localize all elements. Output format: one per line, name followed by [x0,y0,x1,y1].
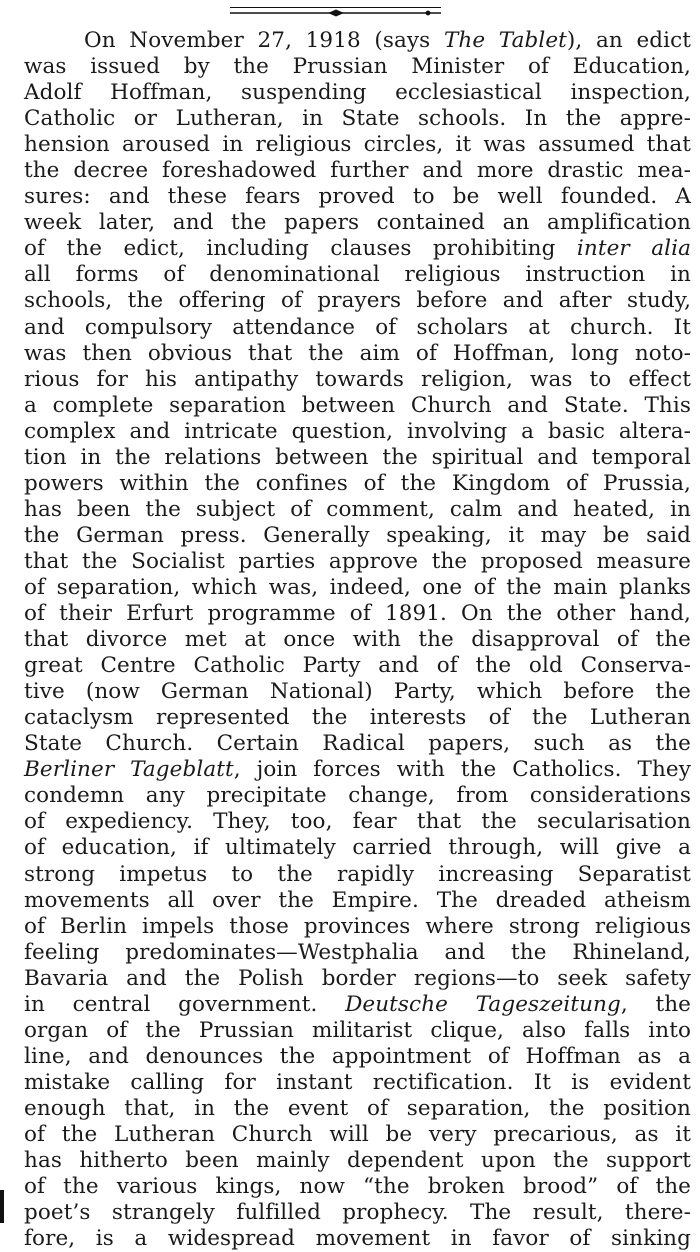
article-line: schools, the offering of prayers before and after study, [24,288,691,314]
article-line: of the Lutheran Church will be very precarious, as it [24,1121,691,1147]
article-line: tive (now German National) Party, which before the [24,679,691,705]
article-line: has been the subject of comment, calm and heated, in [24,496,691,522]
article-line: cataclysm represented the interests of the Lutheran [24,705,691,731]
article-line: Catholic or Lutheran, in State schools. In the appre- [24,106,691,132]
article-line: powers within the confines of the Kingdom of Prussia, [24,470,691,496]
article-line: fore, is a widespread movement in favor of sinking [24,1226,691,1252]
article-line: State Church. Certain Radical papers, such as the [24,731,691,757]
article-line: of education, if ultimately carried through, will give a [24,835,691,861]
article-line: of separation, which was, indeed, one of the main planks [24,574,691,600]
article-line: strong impetus to the rapidly increasing Separatist [24,861,691,887]
article-line: Bavaria and the Polish border regions—to seek safety [24,965,691,991]
article-line: On November 27, 1918 (says The Tablet), an edict [84,28,691,53]
article-line: that divorce met at once with the disapproval of the [24,627,691,653]
page-edge-mark [0,1190,4,1223]
article-line: Berliner Tageblatt, join forces with the Catholics. They [24,757,691,783]
article-line: enough that, in the event of separation, the position [24,1095,691,1121]
article-line: of expediency. They, too, fear that the secularisation [24,809,691,835]
italic-title: inter alia [576,236,691,262]
article-line: has hitherto been mainly dependent upon the support [24,1148,691,1174]
article-line: of the edict, including clauses prohibiting inter alia [24,236,691,262]
article-line: that the Socialist parties approve the proposed measure [24,548,691,574]
article-line: movements all over the Empire. The dreaded atheism [24,887,691,913]
article-line: and compulsory attendance of scholars at church. It [24,314,691,340]
article-line: feeling predominates—Westphalia and the Rhineland, [24,939,691,965]
article-line: complex and intricate question, involving a basic altera- [24,418,691,444]
article-body [24,28,691,1252]
article-line: sures: and these fears proved to be well founded. A [24,184,691,210]
article-line: week later, and the papers contained an amplification [24,210,691,236]
article-line: of their Erfurt programme of 1891. On the other hand, [24,601,691,627]
italic-title: The Tablet [443,28,567,53]
article-line: organ of the Prussian militarist clique, also falls into [24,1017,691,1043]
decorative-section-rule [228,6,443,20]
article-line: tion in the relations between the spiritual and temporal [24,444,691,470]
article-line: condemn any precipitate change, from considerations [24,783,691,809]
article-line: Adolf Hoffman, suspending ecclesiastical inspection, [24,80,691,106]
article-line: great Centre Catholic Party and of the old Conserva- [24,653,691,679]
article-line: all forms of denominational religious instruction in [24,262,691,288]
article-line: rious for his antipathy towards religion, was to effect [24,366,691,392]
italic-title: Berliner Tageblatt [24,757,234,783]
article-line: was then obvious that the aim of Hoffman, long noto- [24,340,691,366]
article-line: line, and denounces the appointment of Hoffman as a [24,1043,691,1069]
article-line: hension aroused in religious circles, it was assumed that [24,132,691,158]
article-line: poet’s strangely fulfilled prophecy. The result, there- [24,1200,691,1226]
italic-title: Deutsche Tageszeitung [345,991,621,1017]
article-line: of Berlin impels those provinces where strong religious [24,913,691,939]
article-line: mistake calling for instant rectification. It is evident [24,1069,691,1095]
article-line: a complete separation between Church and State. This [24,392,691,418]
article-line: in central government. Deutsche Tageszeitung, the [24,991,691,1017]
article-line: the decree foreshadowed further and more drastic mea- [24,158,691,184]
article-line: the German press. Generally speaking, it may be said [24,522,691,548]
article-line: of the various kings, now “the broken brood” of the [24,1174,691,1200]
article-line: was issued by the Prussian Minister of Education, [24,54,691,80]
